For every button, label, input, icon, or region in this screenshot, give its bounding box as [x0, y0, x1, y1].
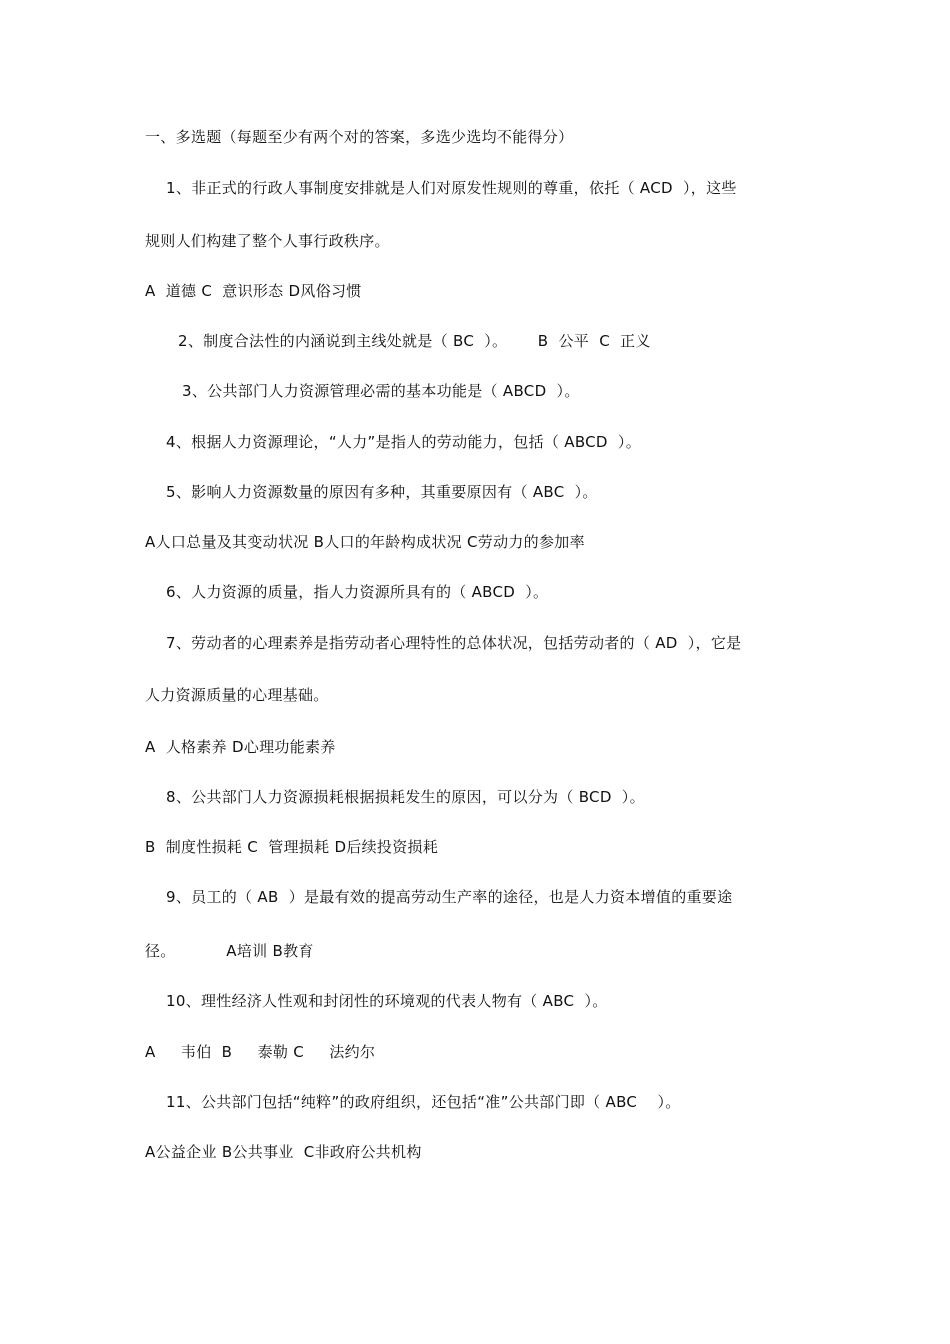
question-10-options: A 韦伯 B 泰勒 C 法约尔	[145, 1043, 376, 1061]
question-5-options: A人口总量及其变动状况 B人口的年龄构成状况 C劳动力的参加率	[145, 533, 585, 551]
question-7-line-1: 7、劳动者的心理素养是指劳动者心理特性的总体状况，包括劳动者的（ AD ），它是	[166, 634, 742, 652]
question-8: 8、公共部门人力资源损耗根据损耗发生的原因，可以分为（ BCD ）。	[166, 788, 645, 806]
question-7-options: A 人格素养 D心理功能素养	[145, 738, 336, 756]
question-1-line-2: 规则人们构建了整个人事行政秩序。	[145, 232, 390, 250]
question-6: 6、人力资源的质量，指人力资源所具有的（ ABCD ）。	[166, 583, 549, 601]
question-9-line-1: 9、员工的（ AB ）是最有效的提高劳动生产率的途径，也是人力资本增值的重要途	[166, 888, 733, 906]
question-9-line-2: 径。 A培训 B教育	[145, 942, 314, 960]
question-11: 11、公共部门包括“纯粹”的政府组织，还包括“准”公共部门即（ ABC ）。	[166, 1093, 681, 1111]
question-4: 4、根据人力资源理论，“人力”是指人的劳动能力，包括（ ABCD ）。	[166, 433, 642, 451]
question-11-options: A公益企业 B公共事业 C非政府公共机构	[145, 1143, 422, 1161]
question-10: 10、理性经济人性观和封闭性的环境观的代表人物有（ ABC ）。	[166, 992, 608, 1010]
question-2: 2、制度合法性的内涵说到主线处就是（ BC ）。 B 公平 C 正义	[178, 332, 651, 350]
question-1-line-1: 1、非正式的行政人事制度安排就是人们对原发性规则的尊重，依托（ ACD ），这些	[166, 179, 737, 197]
question-3: 3、公共部门人力资源管理必需的基本功能是（ ABCD ）。	[182, 382, 580, 400]
question-7-line-2: 人力资源质量的心理基础。	[145, 686, 329, 704]
section-heading: 一、多选题（每题至少有两个对的答案，多选少选均不能得分）	[145, 128, 574, 146]
question-1-options: A 道德 C 意识形态 D风俗习惯	[145, 282, 362, 300]
question-8-options: B 制度性损耗 C 管理损耗 D后续投资损耗	[145, 838, 439, 856]
question-5: 5、影响人力资源数量的原因有多种，其重要原因有（ ABC ）。	[166, 483, 598, 501]
